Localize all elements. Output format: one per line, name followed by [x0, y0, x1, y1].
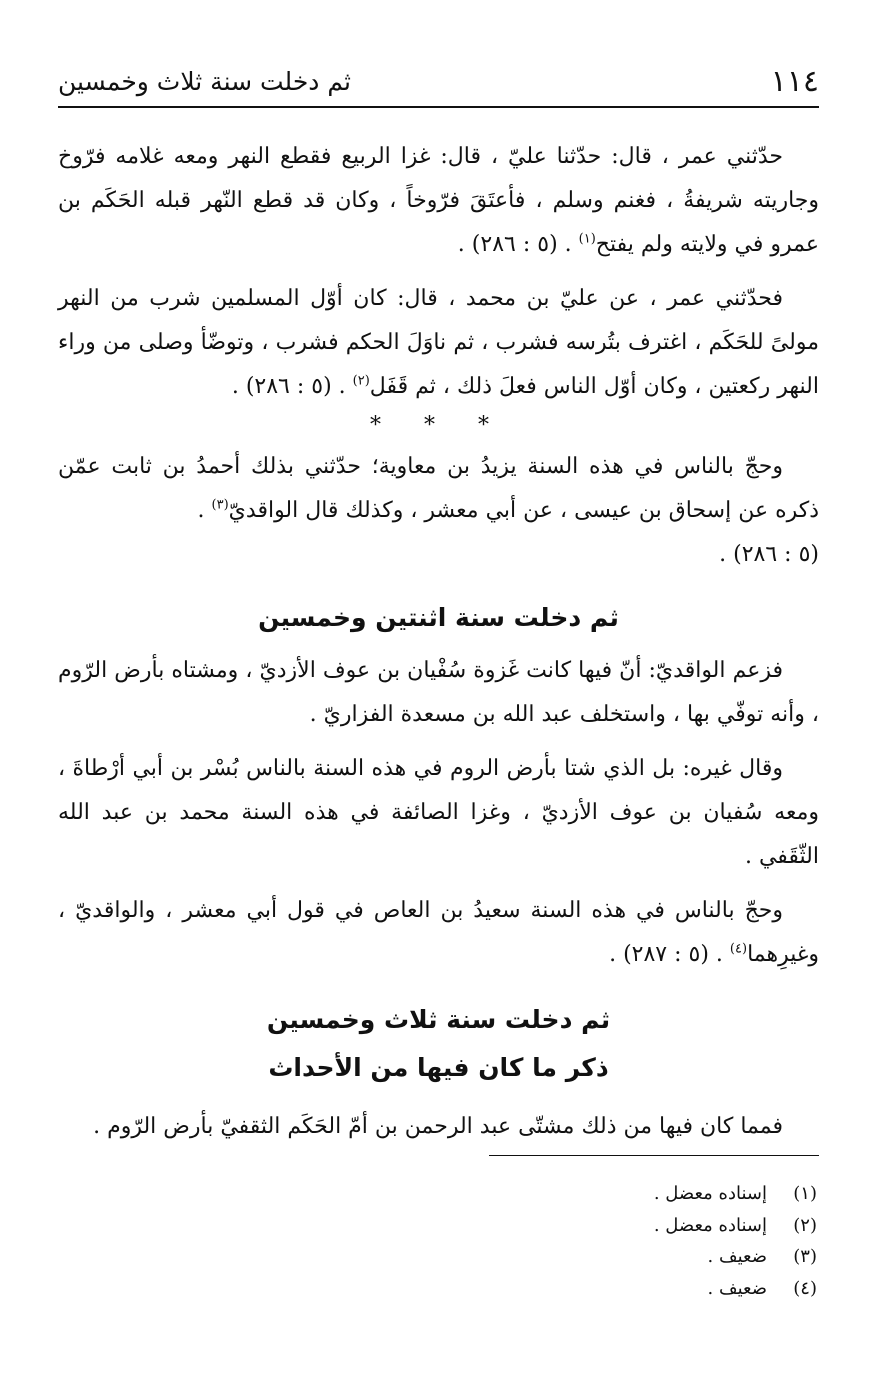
page-number: ١١٤ — [770, 64, 819, 99]
running-head — [58, 62, 819, 102]
paragraph-text: حدّثني عمر ، قال: حدّثنا عليّ ، قال: غزا الربيع فقطع النهر ومعه غلامه فرّوخ وجاريته شريفةُ ، فغنم وسلم ، فأعتَقَ فرّوخاً ، وكان قد قطع النّهر قبله الحَكَم بن عمرو في ولايته ولم يفتح — [58, 144, 819, 257]
paragraph-text: وحجّ بالناس في هذه السنة يزيدُ بن معاوية؛ حدّثني بذلك أحمدُ بن ثابت عمّن ذكره عن إسحاق بن عيسى ، عن أبي معشر ، وكذلك قال الواقديّ — [58, 454, 819, 523]
footnote-number: (١) — [793, 1183, 817, 1204]
paragraph-1 — [58, 135, 819, 267]
footnote-number: (٤) — [793, 1277, 817, 1299]
paragraph-4: فزعم الواقديّ: أنّ فيها كانت غَزوة سُفْيان بن عوف الأزديّ ، ومشتاه بأرض الرّوم ، وأنه توفّي بها ، واستخلف عبد الله بن مسعدة الفزاريّ . — [58, 658, 819, 727]
paragraph-text: وحجّ بالناس في هذه السنة سعيدُ بن العاص في قول أبي معشر ، والواقديّ ، وغيرِهما — [58, 898, 819, 967]
header-rule — [58, 106, 819, 108]
main-text — [58, 135, 819, 1159]
section-heading-year-52: ثم دخلت سنة اثنتين وخمسين — [258, 603, 619, 632]
footnote-2 — [417, 1210, 817, 1242]
footnote-number: (٢) — [793, 1214, 817, 1236]
running-title: ثم دخلت سنة ثلاث وخمسين — [58, 67, 351, 96]
footnote-ref: (٣) — [211, 497, 229, 513]
citation: . (٥ : ٢٨٦) . — [231, 374, 353, 399]
sub-heading-events: ذكر ما كان فيها من الأحداث — [268, 1053, 609, 1082]
footnote-text: إسناده معضل . — [653, 1183, 767, 1204]
section-heading-year-53: ثم دخلت سنة ثلاث وخمسين — [266, 1005, 611, 1034]
footnote-text: إسناده معضل . — [653, 1214, 767, 1236]
footnote-ref: (٤) — [729, 941, 748, 957]
footnote-1 — [417, 1178, 817, 1210]
paragraph-7: فمما كان فيها من ذلك مشتّى عبد الرحمن بن أمّ الحَكَم الثقفيّ بأرض الرّوم . — [93, 1114, 783, 1139]
citation: . (٥ : ٢٨٧) . — [609, 942, 730, 967]
footnote-ref: (١) — [578, 231, 596, 247]
paragraph-5: وقال غيره: بل الذي شتا بأرض الروم في هذه السنة بالناس بُسْر بن أبي أرْطاةَ ، ومعه سُفيان بن عوف الأزديّ ، وغزا الصائفة في هذه السنة محمد بن عبد الله الثّقَفي . — [58, 756, 819, 869]
footnote-4 — [417, 1273, 817, 1305]
paragraph-2 — [58, 277, 819, 409]
footnote-text: ضعيف . — [707, 1246, 767, 1267]
section-separator: * * * — [370, 413, 507, 438]
paragraph-text: فحدّثني عمر ، عن عليّ بن محمد ، قال: كان أوّل المسلمين شرب من النهر مولىً للحَكَم ، اغترف بتُرسه فشرب ، ثم ناوَلَ الحكم فشرب ، وتوضّأ وصلى من وراء النهر ركعتين ، وكان أوّل الناس فعلَ ذلك ، ثم قَفَل — [58, 286, 819, 399]
paragraph-3 — [58, 445, 819, 533]
footnote-text: ضعيف . — [707, 1277, 767, 1299]
footnote-number: (٣) — [793, 1246, 817, 1267]
footnote-rule — [489, 1155, 819, 1156]
footnotes — [417, 1178, 817, 1304]
paragraph-3-citation: (٥ : ٢٨٦) . — [719, 542, 819, 567]
citation: . — [197, 498, 212, 523]
paragraph-6 — [58, 889, 819, 977]
citation: . (٥ : ٢٨٦) . — [457, 232, 579, 257]
footnote-ref: (٢) — [352, 373, 370, 389]
footnote-3 — [417, 1241, 817, 1273]
